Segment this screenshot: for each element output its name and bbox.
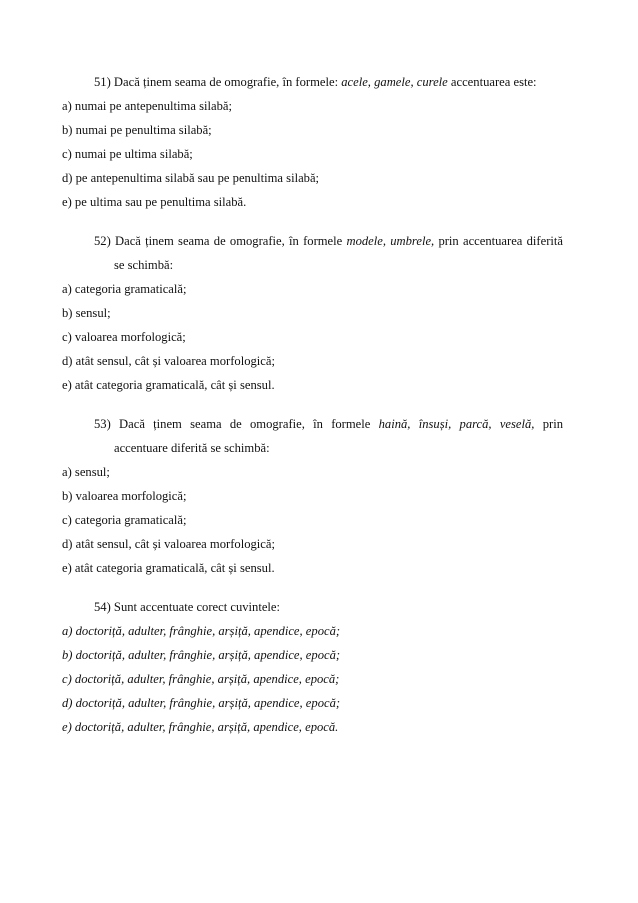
question-54-option-b: b) doctoriță, adulter, frânghie, arșiță, apendice, epocă; <box>62 648 341 662</box>
question-51-stem <box>94 74 537 90</box>
question-53-stem-text: 53) Dacă ținem seama de omografie, în formele <box>94 417 379 431</box>
question-51-option-b: b) numai pe penultima silabă; <box>62 123 212 137</box>
question-52-option-e: e) atât categoria gramaticală, cât și sensul. <box>62 378 275 392</box>
question-53-stem-continuation: accentuare diferită se schimbă: <box>114 441 270 455</box>
question-52-option-b: b) sensul; <box>62 306 111 320</box>
question-51-option-a: a) numai pe antepenultima silabă; <box>62 99 232 113</box>
question-53-option-b: b) valoarea morfologică; <box>62 489 187 503</box>
question-52-option-d: d) atât sensul, cât și valoarea morfologică; <box>62 354 275 368</box>
question-53-option-a: a) sensul; <box>62 465 110 479</box>
question-52-stem-continuation: se schimbă: <box>114 258 174 272</box>
question-51-stem-end: accentuarea este: <box>447 75 537 89</box>
question-53-option-d: d) atât sensul, cât și valoarea morfologică; <box>62 537 275 551</box>
question-53-stem <box>94 416 563 432</box>
question-54-option-a: a) doctoriță, adulter, frânghie, arșiță, apendice, epocă; <box>62 624 341 638</box>
question-54-option-e: e) doctoriță, adulter, frânghie, arșiță, apendice, epocă. <box>62 720 339 734</box>
question-51-option-e: e) pe ultima sau pe penultima silabă. <box>62 195 247 209</box>
question-53-option-e: e) atât categoria gramaticală, cât și sensul. <box>62 561 275 575</box>
question-52-stem-end: prin accentuarea diferită <box>434 234 563 248</box>
question-54-stem: 54) Sunt accentuate corect cuvintele: <box>94 600 281 614</box>
question-53-stem-words: haină, însuși, parcă, veselă, <box>378 417 535 431</box>
question-51-option-d: d) pe antepenultima silabă sau pe penultima silabă; <box>62 171 320 185</box>
question-53-stem-end: prin <box>534 417 564 431</box>
question-52-stem <box>94 233 563 249</box>
question-52-option-c: c) valoarea morfologică; <box>62 330 186 344</box>
question-51-option-c: c) numai pe ultima silabă; <box>62 147 193 161</box>
question-52-stem-words: modele, umbrele, <box>346 234 435 248</box>
question-52-option-a: a) categoria gramaticală; <box>62 282 187 296</box>
question-54-option-c: c) doctoriță, adulter, frânghie, arșiță, apendice, epocă; <box>62 672 340 686</box>
question-53-option-c: c) categoria gramaticală; <box>62 513 187 527</box>
question-51-stem-words: acele, gamele, curele <box>341 75 448 89</box>
question-51-stem-text: 51) Dacă ținem seama de omografie, în formele: <box>94 75 342 89</box>
question-52-stem-text: 52) Dacă ținem seama de omografie, în formele <box>94 234 347 248</box>
question-54-option-d: d) doctoriță, adulter, frânghie, arșiță, apendice, epocă; <box>62 696 341 710</box>
